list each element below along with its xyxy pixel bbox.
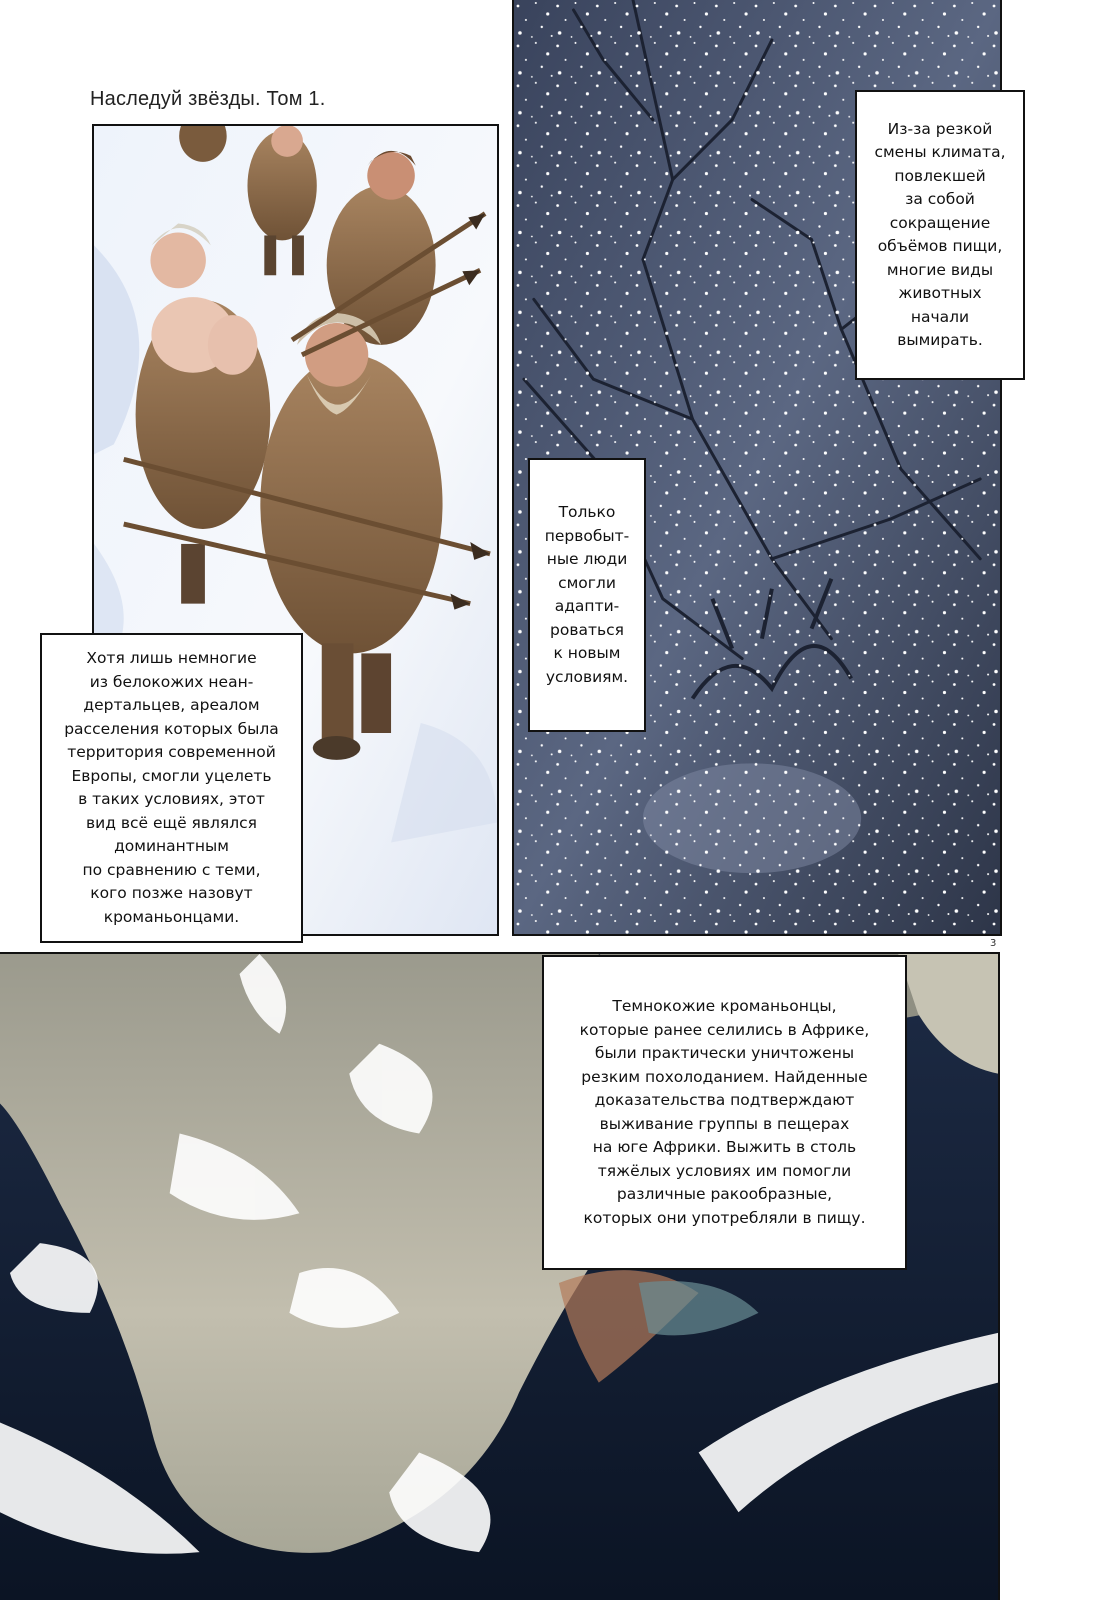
caption-primitive-people — [528, 458, 646, 732]
caption-primitive-text: Только первобыт- ные люди смогли адапти- роваться к новым условиям. — [544, 503, 630, 686]
book-title: Наследуй звёзды. Том 1. — [90, 88, 326, 110]
page-number: 3 — [990, 938, 997, 949]
caption-climate-text: Из-за резкой смены климата, повлекшей за собой сокращение объёмов пищи, многие виды животных начали вымирать. — [874, 119, 1006, 349]
caption-africa-text: Темнокожие кроманьонцы, которые ранее селились в Африке, были практически уничтожены резким похолоданием. Найденные доказательства подтверждают выживание группы в пещерах на юге Африки. Выжить в столь тяжёлых условиях им помогли различные ракообразные, которых они употребляли в пищу. — [579, 997, 870, 1227]
caption-climate-change — [855, 90, 1025, 380]
caption-cromagnons-africa — [542, 955, 907, 1270]
caption-neanderthals-text: Хотя лишь немногие из белокожих неан- дертальцев, ареалом расселения которых была территория современной Европы, смогли уцелеть в таких условиях, этот вид всё ещё являлся доминантным по сравнению с теми, кого позже назовут кроманьонцами. — [64, 649, 279, 926]
caption-neanderthals — [40, 633, 303, 943]
